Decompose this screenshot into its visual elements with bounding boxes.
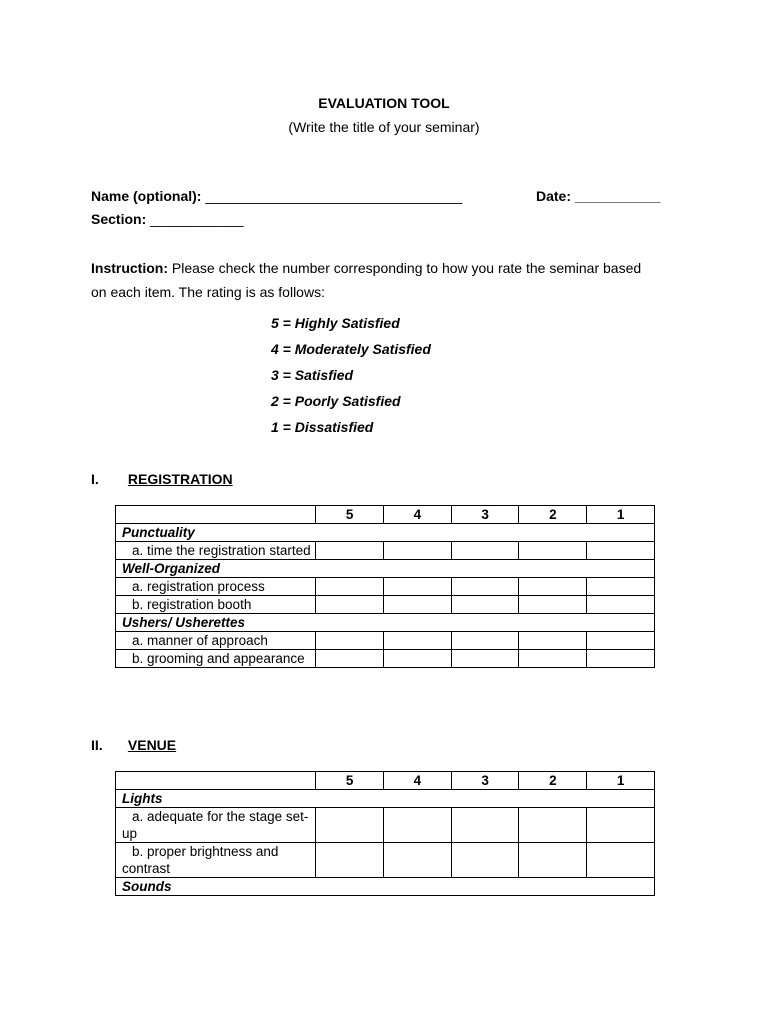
rating-box-4[interactable] <box>383 542 451 560</box>
instruction-paragraph <box>91 256 651 304</box>
rating-header: 1 <box>587 772 655 790</box>
category-row <box>116 560 655 578</box>
rating-box-3[interactable] <box>451 843 519 878</box>
rating-box-3[interactable] <box>451 542 519 560</box>
item-label: b. registration booth <box>116 596 316 614</box>
table-header-row <box>116 772 655 790</box>
section-numeral: I. <box>91 471 99 487</box>
rating-header: 2 <box>519 506 587 524</box>
item-label: b. proper brightness and contrast <box>116 843 316 878</box>
category-row <box>116 878 655 896</box>
instruction-label: Instruction: <box>91 260 168 276</box>
section-heading <box>91 471 233 487</box>
rating-box-4[interactable] <box>383 650 451 668</box>
section-field <box>91 211 244 227</box>
rating-box-2[interactable] <box>519 650 587 668</box>
rating-box-4[interactable] <box>383 632 451 650</box>
rating-box-2[interactable] <box>519 542 587 560</box>
table-header-row <box>116 506 655 524</box>
table-row <box>116 596 655 614</box>
scale-item: 5 = Highly Satisfied <box>271 315 400 331</box>
table-row <box>116 542 655 560</box>
scale-item: 2 = Poorly Satisfied <box>271 393 401 409</box>
rating-box-1[interactable] <box>587 632 655 650</box>
rating-box-3[interactable] <box>451 596 519 614</box>
rating-box-4[interactable] <box>383 596 451 614</box>
category-row <box>116 614 655 632</box>
rating-header: 1 <box>587 506 655 524</box>
rating-box-2[interactable] <box>519 578 587 596</box>
rating-box-4[interactable] <box>383 843 451 878</box>
rating-box-5[interactable] <box>316 632 384 650</box>
scale-item: 3 = Satisfied <box>271 367 354 383</box>
document-subtitle: (Write the title of your seminar) <box>288 119 480 135</box>
rating-box-5[interactable] <box>316 808 384 843</box>
registration-table <box>115 505 655 668</box>
rating-header: 4 <box>383 772 451 790</box>
rating-box-3[interactable] <box>451 808 519 843</box>
rating-box-1[interactable] <box>587 843 655 878</box>
category-label: Well-Organized <box>116 560 655 578</box>
table-row <box>116 808 655 843</box>
rating-box-4[interactable] <box>383 808 451 843</box>
scale-item: 4 = Moderately Satisfied <box>271 341 431 357</box>
rating-box-5[interactable] <box>316 843 384 878</box>
date-field <box>536 188 661 204</box>
instruction-text: Please check the number corresponding to how you rate the seminar based on each item. The rating is as follows: <box>91 260 642 300</box>
item-label: b. grooming and appearance <box>116 650 316 668</box>
rating-box-5[interactable] <box>316 650 384 668</box>
category-row <box>116 524 655 542</box>
header-blank-cell <box>116 772 316 790</box>
rating-box-2[interactable] <box>519 808 587 843</box>
rating-header: 4 <box>383 506 451 524</box>
rating-scale <box>271 313 431 443</box>
category-label: Punctuality <box>116 524 655 542</box>
category-row <box>116 790 655 808</box>
rating-box-1[interactable] <box>587 650 655 668</box>
rating-box-5[interactable] <box>316 578 384 596</box>
rating-box-2[interactable] <box>519 632 587 650</box>
table-row <box>116 578 655 596</box>
venue-table <box>115 771 655 896</box>
rating-header: 5 <box>316 506 384 524</box>
section-label: Section: <box>91 211 147 227</box>
rating-box-1[interactable] <box>587 578 655 596</box>
header-blank-cell <box>116 506 316 524</box>
category-label: Lights <box>116 790 655 808</box>
rating-box-3[interactable] <box>451 632 519 650</box>
section-numeral: II. <box>91 737 103 753</box>
table-row <box>116 650 655 668</box>
date-label: Date: <box>536 188 572 204</box>
section-heading <box>91 737 176 753</box>
rating-box-5[interactable] <box>316 542 384 560</box>
rating-header: 5 <box>316 772 384 790</box>
rating-box-1[interactable] <box>587 542 655 560</box>
name-field <box>91 188 462 204</box>
item-label: a. time the registration started <box>116 542 316 560</box>
category-label: Sounds <box>116 878 655 896</box>
rating-box-2[interactable] <box>519 843 587 878</box>
table-row <box>116 632 655 650</box>
rating-header: 2 <box>519 772 587 790</box>
rating-box-1[interactable] <box>587 596 655 614</box>
name-blank[interactable]: _________________________________ <box>205 188 463 204</box>
table-row <box>116 843 655 878</box>
item-label: a. adequate for the stage set-up <box>116 808 316 843</box>
rating-header: 3 <box>451 772 519 790</box>
rating-header: 3 <box>451 506 519 524</box>
scale-item: 1 = Dissatisfied <box>271 419 374 435</box>
rating-box-1[interactable] <box>587 808 655 843</box>
section-blank[interactable]: ____________ <box>150 211 244 227</box>
section-name: VENUE <box>127 737 177 753</box>
date-blank[interactable]: ___________ <box>574 188 661 204</box>
item-label: a. registration process <box>116 578 316 596</box>
rating-box-3[interactable] <box>451 650 519 668</box>
category-label: Ushers/ Usherettes <box>116 614 655 632</box>
section-name: REGISTRATION <box>127 471 233 487</box>
rating-box-4[interactable] <box>383 578 451 596</box>
rating-box-3[interactable] <box>451 578 519 596</box>
name-label: Name (optional): <box>91 188 202 204</box>
rating-box-2[interactable] <box>519 596 587 614</box>
rating-box-5[interactable] <box>316 596 384 614</box>
document-title: EVALUATION TOOL <box>318 95 450 111</box>
item-label: a. manner of approach <box>116 632 316 650</box>
